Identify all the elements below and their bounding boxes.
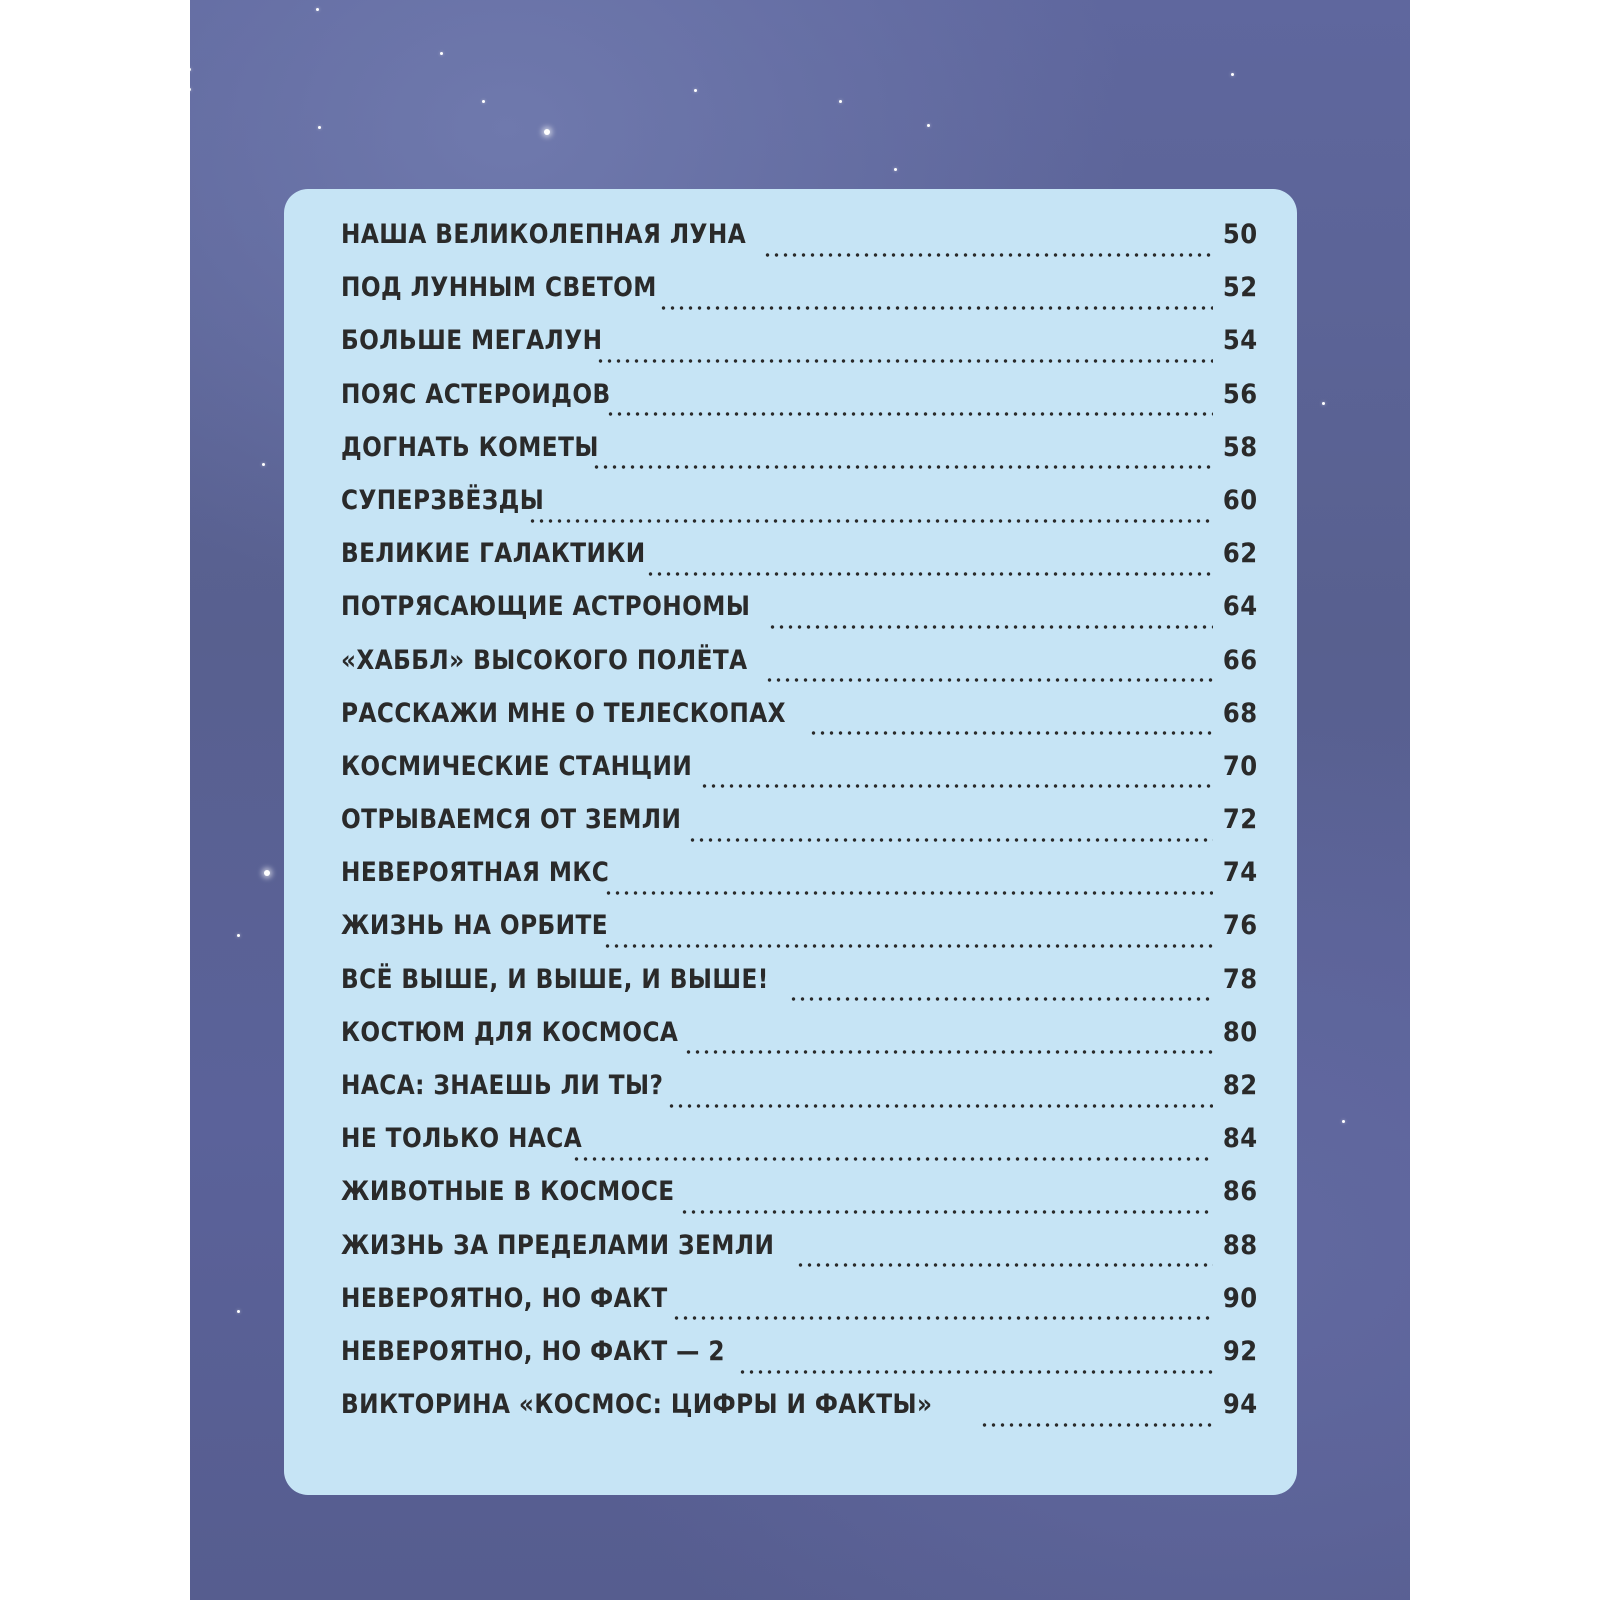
toc-entry-title: ЖИВОТНЫЕ В КОСМОСЕ: [341, 1176, 675, 1208]
space-background: [190, 0, 1410, 1600]
toc-dot-leader: [672, 1316, 1214, 1320]
toc-dot-leader: [763, 253, 1213, 257]
toc-entry-page-number: 92: [1223, 1335, 1258, 1367]
toc-entry: [341, 1017, 1258, 1070]
toc-entry-title: НЕ ТОЛЬКО НАСА: [341, 1123, 583, 1155]
toc-entry-page-number: 74: [1223, 857, 1258, 889]
toc-dot-leader: [789, 997, 1213, 1001]
toc-entry-title: БОЛЬШЕ МЕГАЛУН: [341, 325, 603, 357]
toc-dot-leader: [738, 1370, 1213, 1374]
star-icon: [894, 168, 897, 171]
star-icon: [544, 129, 550, 135]
toc-entry-page-number: 76: [1223, 910, 1258, 942]
toc-entry-title: НЕВЕРОЯТНАЯ МКС: [341, 857, 610, 889]
star-icon: [482, 100, 485, 103]
toc-entry: [341, 485, 1258, 538]
toc-entry-page-number: 56: [1223, 378, 1258, 410]
toc-entry: [341, 1389, 1258, 1442]
toc-dot-leader: [572, 1157, 1213, 1161]
toc-entry: [341, 538, 1258, 591]
toc-entry-page-number: 58: [1223, 431, 1258, 463]
toc-entry-title: ВЕЛИКИЕ ГАЛАКТИКИ: [341, 538, 646, 570]
toc-dot-leader: [765, 678, 1214, 682]
toc-entry: [341, 591, 1258, 644]
toc-entry-page-number: 64: [1223, 591, 1258, 623]
toc-dot-leader: [528, 519, 1213, 523]
toc-entry-page-number: 66: [1223, 644, 1258, 676]
toc-entry-page-number: 90: [1223, 1282, 1258, 1314]
star-icon: [262, 463, 265, 466]
toc-entry-page-number: 68: [1223, 697, 1258, 729]
toc-entry-title: ЖИЗНЬ ЗА ПРЕДЕЛАМИ ЗЕМЛИ: [341, 1229, 775, 1261]
toc-entry: [341, 1336, 1258, 1389]
toc-entry: [341, 1176, 1258, 1229]
toc-dot-leader: [606, 412, 1214, 416]
toc-entry: [341, 432, 1258, 485]
toc-dot-leader: [596, 359, 1213, 363]
toc-entry-page-number: 72: [1223, 804, 1258, 836]
toc-dot-leader: [667, 1104, 1214, 1108]
toc-entry: [341, 1070, 1258, 1123]
star-icon: [927, 124, 930, 127]
toc-dot-leader: [603, 944, 1214, 948]
toc-dot-leader: [688, 838, 1214, 842]
toc-entry-page-number: 50: [1223, 219, 1258, 250]
toc-entry-page-number: 88: [1223, 1229, 1258, 1261]
toc-entry: [341, 1283, 1258, 1336]
toc-dot-leader: [684, 1050, 1213, 1054]
table-of-contents: [284, 189, 1297, 1495]
toc-entry: [341, 379, 1258, 432]
toc-dot-leader: [659, 306, 1213, 310]
toc-entry-title: «ХАББЛ» ВЫСОКОГО ПОЛЁТА: [341, 644, 748, 676]
toc-dot-leader: [980, 1423, 1214, 1427]
toc-entry-page-number: 62: [1223, 538, 1258, 570]
toc-entry-title: ОТРЫВАЕМСЯ ОТ ЗЕМЛИ: [341, 804, 682, 836]
star-icon: [440, 52, 443, 55]
toc-entry-title: ВСЁ ВЫШЕ, И ВЫШЕ, И ВЫШЕ!: [341, 963, 769, 995]
toc-entry-title: ЖИЗНЬ НА ОРБИТЕ: [341, 910, 609, 942]
toc-dot-leader: [700, 784, 1213, 788]
toc-entry-title: РАССКАЖИ МНЕ О ТЕЛЕСКОПАХ: [341, 697, 786, 729]
toc-entry-title: КОСМИЧЕСКИЕ СТАНЦИИ: [341, 750, 693, 782]
toc-entry-title: ВИКТОРИНА «КОСМОС: ЦИФРЫ И ФАКТЫ»: [341, 1389, 933, 1421]
toc-entry: [341, 910, 1258, 963]
star-icon: [190, 88, 191, 91]
toc-dot-leader: [768, 625, 1213, 629]
toc-entry-title: КОСТЮМ ДЛЯ КОСМОСА: [341, 1016, 679, 1048]
toc-entry: [341, 804, 1258, 857]
toc-entry-page-number: 86: [1223, 1176, 1258, 1208]
toc-entry-title: СУПЕРЗВЁЗДЫ: [341, 484, 545, 516]
toc-entry: [341, 751, 1258, 804]
toc-entry-page-number: 84: [1223, 1123, 1258, 1155]
toc-dot-leader: [646, 572, 1213, 576]
star-icon: [190, 68, 191, 71]
toc-entry: [341, 1230, 1258, 1283]
toc-dot-leader: [680, 1210, 1214, 1214]
star-icon: [1342, 1120, 1345, 1123]
toc-dot-leader: [809, 731, 1213, 735]
toc-entry-title: ДОГНАТЬ КОМЕТЫ: [341, 431, 599, 463]
star-icon: [237, 1310, 240, 1313]
toc-entry-page-number: 60: [1223, 484, 1258, 516]
toc-entry: [341, 645, 1258, 698]
toc-entry-page-number: 78: [1223, 963, 1258, 995]
toc-entry: [341, 698, 1258, 751]
toc-entry-page-number: 94: [1223, 1389, 1258, 1421]
star-icon: [318, 126, 321, 129]
toc-entry: [341, 325, 1258, 378]
toc-entry-title: НАША ВЕЛИКОЛЕПНАЯ ЛУНА: [341, 219, 747, 250]
toc-dot-leader: [604, 891, 1213, 895]
toc-entry-title: НЕВЕРОЯТНО, НО ФАКТ — 2: [341, 1335, 725, 1367]
toc-entry-page-number: 70: [1223, 750, 1258, 782]
toc-entry: [341, 272, 1258, 325]
toc-entry-page-number: 54: [1223, 325, 1258, 357]
toc-entry-title: НАСА: ЗНАЕШЬ ЛИ ТЫ?: [341, 1070, 664, 1101]
toc-entry-page-number: 80: [1223, 1016, 1258, 1048]
star-icon: [264, 870, 270, 876]
toc-dot-leader: [592, 465, 1214, 469]
star-icon: [694, 89, 697, 92]
toc-entry: [341, 857, 1258, 910]
toc-list: [341, 219, 1258, 1442]
toc-entry-title: ПОТРЯСАЮЩИЕ АСТРОНОМЫ: [341, 591, 751, 623]
toc-entry-title: ПОД ЛУННЫМ СВЕТОМ: [341, 272, 657, 304]
star-icon: [839, 100, 842, 103]
toc-entry: [341, 964, 1258, 1017]
toc-entry: [341, 1123, 1258, 1176]
toc-entry-title: НЕВЕРОЯТНО, НО ФАКТ: [341, 1282, 668, 1314]
star-icon: [237, 934, 240, 937]
star-icon: [1322, 402, 1325, 405]
toc-entry-page-number: 52: [1223, 272, 1258, 304]
star-icon: [1231, 73, 1234, 76]
toc-dot-leader: [796, 1263, 1214, 1267]
toc-entry-page-number: 82: [1223, 1070, 1258, 1101]
toc-entry: [341, 219, 1258, 272]
star-icon: [316, 8, 319, 11]
toc-entry-title: ПОЯС АСТЕРОИДОВ: [341, 378, 611, 410]
